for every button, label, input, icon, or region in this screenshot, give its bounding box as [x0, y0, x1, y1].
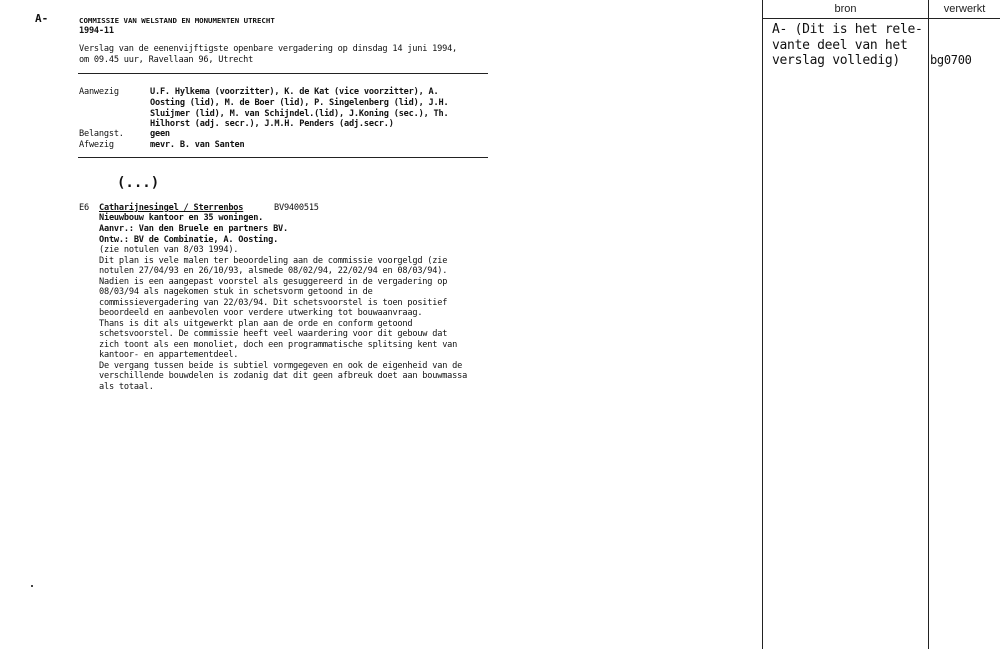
scan-speck — [31, 585, 33, 587]
body-line: verschillende bouwdelen is zodanig dat dit geen afbreuk doet aan bouwmassa — [99, 371, 468, 381]
table-column-divider — [928, 0, 929, 649]
body-line: 08/03/94 als nagekomen stuk in schetsvorm getoond in de — [99, 287, 373, 297]
body-line: Thans is dit als uitgewerkt plan aan de orde en conform getoond — [99, 318, 413, 329]
body-line: Dit plan is vele malen ter beoordeling aan de commissie voorgelgd (zie — [99, 255, 448, 266]
body-line: notulen 27/04/93 en 26/10/93, alsmede 08/02/94, 22/02/94 en 08/03/94). — [99, 266, 448, 276]
bron-note-line: A- (Dit is het rele- — [772, 22, 923, 37]
item-designer: Ontw.: BV de Combinatie, A. Oosting. — [99, 235, 279, 245]
intro-line-1: Verslag van de eenenvijftigste openbare vergadering op dinsdag 14 juni 1994, — [79, 44, 458, 54]
item-title: Nieuwbouw kantoor en 35 woningen. — [99, 213, 264, 223]
item-applicant: Aanvr.: Van den Bruele en partners BV. — [99, 224, 289, 234]
item-body — [99, 245, 467, 392]
bron-note — [772, 22, 923, 69]
present-line-3: Sluijmer (lid), M. van Schijndel.(lid), J.Koning (sec.), Th. — [150, 109, 449, 119]
absent-label: Afwezig — [79, 140, 114, 150]
body-line: De vergang tussen beide is subtiel vormgegeven en ook de eigenheid van de — [99, 360, 463, 371]
present-line-1: U.F. Hylkema (voorzitter), K. de Kat (vice voorzitter), A. — [150, 87, 439, 97]
present-label: Aanwezig — [79, 87, 119, 97]
column-header-verwerkt: verwerkt — [943, 3, 986, 15]
table-header-rule — [762, 18, 1000, 19]
intro-line-2: om 09.45 uur, Ravellaan 96, Utrecht — [79, 55, 254, 65]
present-line-4: Hilhorst (adj. secr.), J.M.H. Penders (adj.secr.) — [150, 119, 394, 129]
interested-label: Belangst. — [79, 129, 124, 139]
body-line: commissievergadering van 22/03/94. Dit schetsvoorstel is toen positief — [99, 297, 448, 308]
bron-note-line: verslag volledig) — [772, 53, 900, 68]
body-line: zich toont als een monoliet, doch een programmatische splitsing kent van — [99, 339, 458, 350]
body-line: als totaal. — [99, 381, 154, 392]
table-left-border — [762, 0, 763, 649]
bron-note-line: vante deel van het — [772, 37, 908, 53]
body-line: beoordeeld en aanbevolen voor verdere utwerking tot bouwaanvraag. — [99, 308, 423, 318]
committee-heading: COMMISSIE VAN WELSTAND EN MONUMENTEN UTRECHT — [79, 16, 275, 25]
margin-marker: A- — [35, 12, 49, 25]
body-line: kantoor- en appartementdeel. — [99, 350, 239, 360]
absent-value: mevr. B. van Santen — [150, 140, 245, 150]
item-code: E6 — [79, 203, 89, 213]
meeting-number: 1994-11 — [79, 26, 114, 36]
omission-marker: (...) — [117, 175, 160, 191]
present-line-2: Oosting (lid), M. de Boer (lid), P. Singelenberg (lid), J.H. — [150, 98, 449, 108]
body-line: (zie notulen van 8/03 1994). — [99, 245, 239, 255]
body-line: Nadien is een aangepast voorstel als gesuggereerd in de vergadering op — [99, 276, 448, 287]
item-reference: BV9400515 — [274, 203, 319, 213]
verwerkt-code: bg0700 — [930, 53, 972, 67]
body-line: schetsvoorstel. De commissie heeft veel waardering voor dit gebouw dat — [99, 329, 448, 339]
divider-top — [78, 73, 488, 74]
item-location: Catharijnesingel / Sterrenbos — [99, 203, 244, 213]
column-header-bron: bron — [834, 3, 857, 15]
interested-value: geen — [150, 129, 170, 139]
divider-bottom — [78, 157, 488, 158]
